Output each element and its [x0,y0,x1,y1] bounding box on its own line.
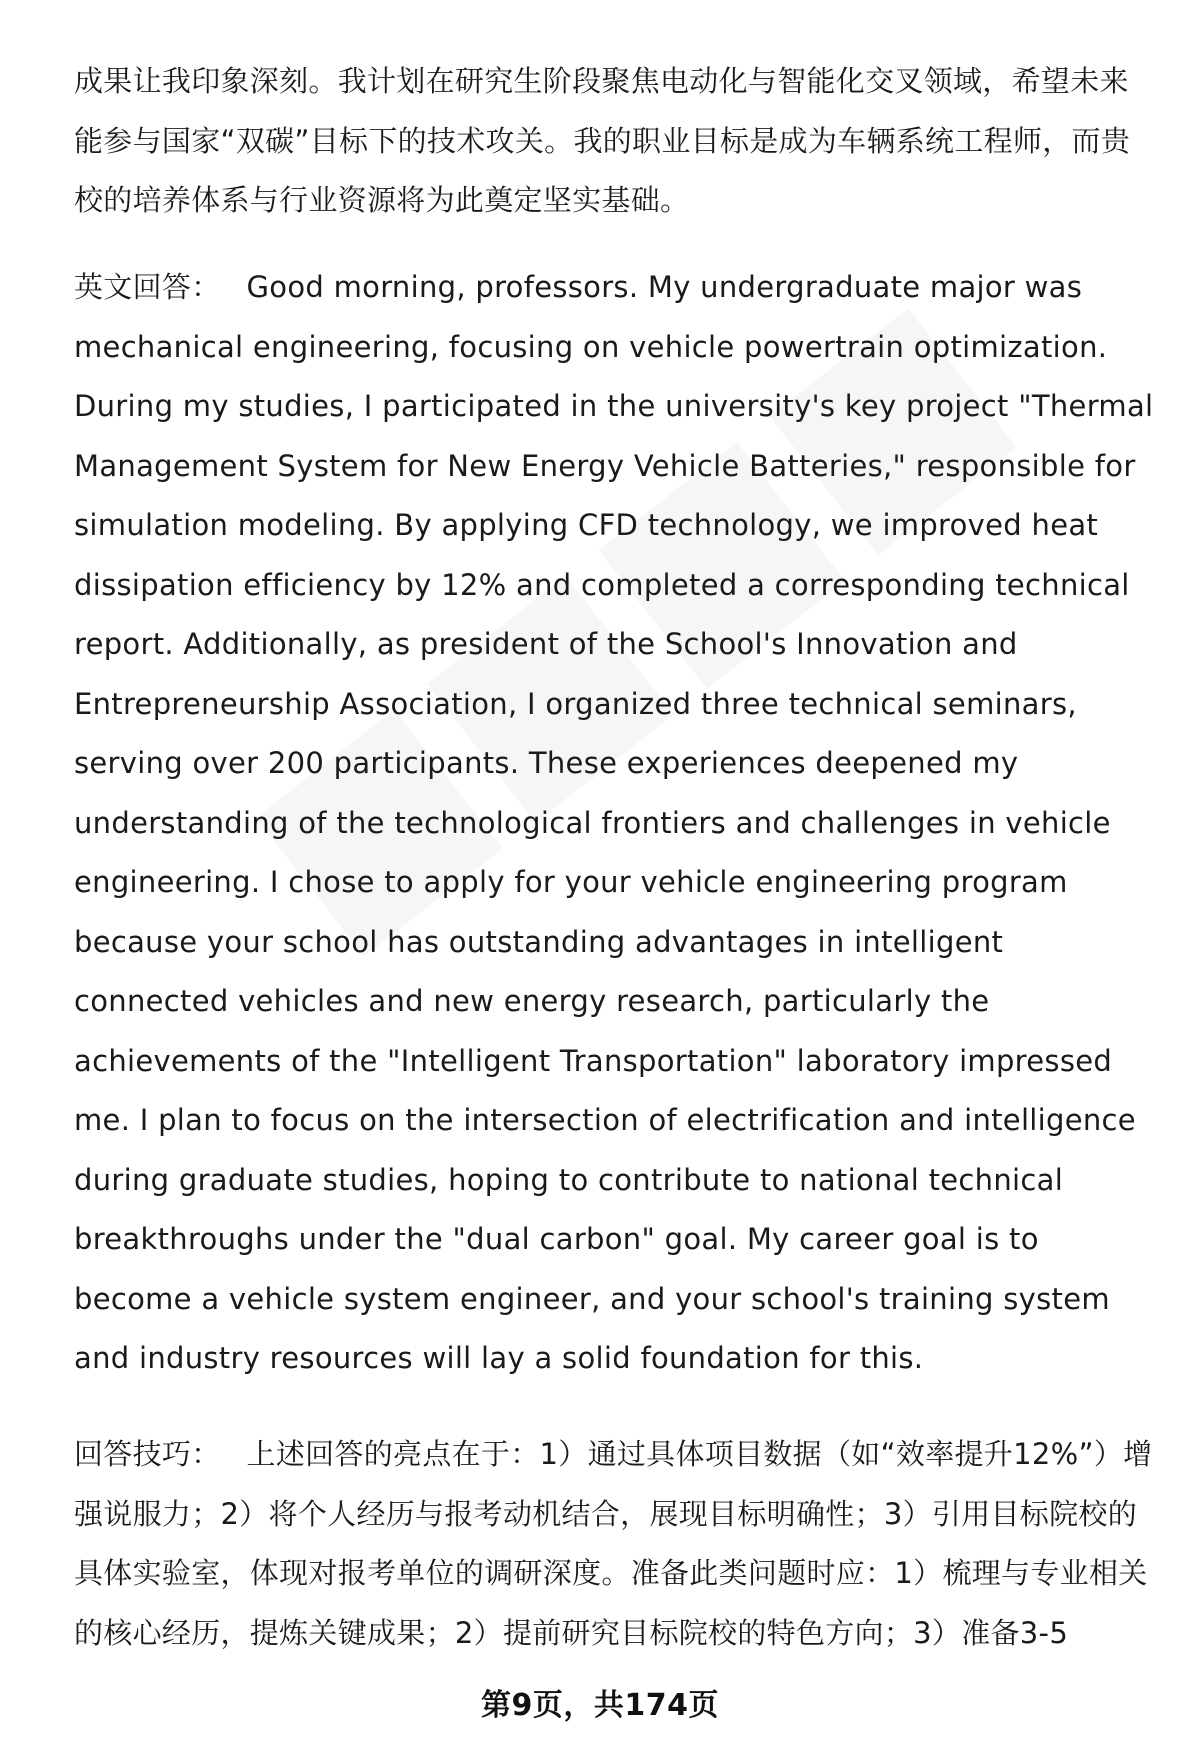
english-answer-text: Good morning, professors. My undergraduate major was mechanical engineering, focusing on vehicle powertrain optimization. During my studies, I participated in the university's key project "Thermal Management System for New Energy Vehicle Batteries," responsible for simulation modeling. By applying CFD technology, we improved heat dissipation efficiency by 12% and completed a corresponding technical report. Additionally, as president of the School's Innovation and Entrepreneurship Association, I organized three technical seminars, serving over 200 participants. These experiences deepened my understanding of the technological frontiers and challenges in vehicle engineering. I chose to apply for your vehicle engineering program because your school has outstanding advantages in intelligent connected vehicles and new energy research, particularly the achievements of the "Intelligent Transportation" laboratory impressed me. I plan to focus on the intersection of electrification and intelligence during graduate studies, hoping to contribute to national technical breakthroughs under the "dual carbon" goal. My career goal is to become a vehicle system engineer, and your school's training system and industry resources will lay a solid foundation for this. [74,270,1154,1375]
english-answer-label: 英文回答： [74,270,221,304]
answer-tips-text: 上述回答的亮点在于：1）通过具体项目数据（如“效率提升12%”）增强说服力；2）将个人经历与报考动机结合，展现目标明确性；3）引用目标院校的具体实验室，体现对报考单位的调研深度。准备此类问题时应：1）梳理与专业相关的核心经历，提炼关键成果；2）提前研究目标院校的特色方向；3）准备3-5 [74,1437,1153,1650]
answer-tips-paragraph [74,1425,1154,1663]
page-number-footer: 第9页，共174页 [481,1688,719,1723]
answer-tips-label: 回答技巧： [74,1437,221,1471]
english-answer-paragraph [74,258,1154,1389]
intro-paragraph-continuation: 成果让我印象深刻。我计划在研究生阶段聚焦电动化与智能化交叉领域，希望未来能参与国家“双碳”目标下的技术攻关。我的职业目标是成为车辆系统工程师，而贵校的培养体系与行业资源将为此奠定坚实基础。 [74,64,1131,217]
